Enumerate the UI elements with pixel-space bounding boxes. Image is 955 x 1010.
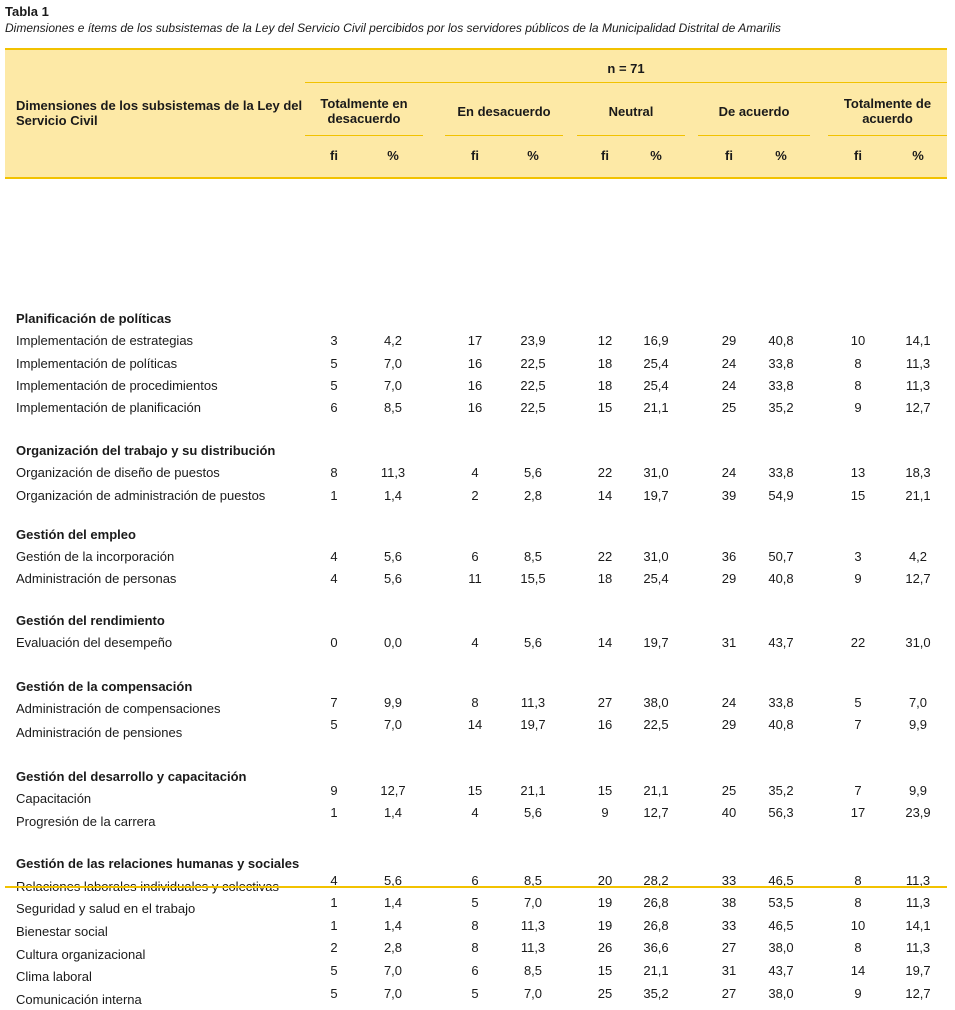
percent-cell: 36,6	[643, 940, 669, 955]
percent-cell: 53,5	[768, 895, 794, 910]
fi-cell: 6	[471, 873, 479, 888]
percent-cell: 12,7	[905, 986, 931, 1001]
percent-cell: 7,0	[383, 717, 403, 732]
percent-cell: 23,9	[905, 805, 931, 820]
percent-cell: 43,7	[768, 635, 794, 650]
percent-cell: 40,8	[768, 333, 794, 348]
fi-cell: 5	[471, 986, 479, 1001]
fi-cell: 29	[721, 333, 737, 348]
percent-cell: 22,5	[520, 356, 546, 371]
fi-cell: 18	[597, 571, 613, 586]
fi-cell: 36	[721, 549, 737, 564]
table-row	[5, 871, 947, 891]
fi-cell: 14	[597, 488, 613, 503]
item-label: Implementación de estrategias	[16, 333, 194, 348]
fi-cell: 2	[471, 488, 479, 503]
percent-cell: 12,7	[905, 400, 931, 415]
percent-cell: 21,1	[643, 783, 669, 798]
percent-cell: 33,8	[768, 695, 794, 710]
fi-cell: 11	[468, 571, 482, 586]
item-label: Implementación de procedimientos	[16, 378, 218, 393]
percent-cell: 11,3	[905, 895, 931, 910]
table-row	[5, 715, 947, 735]
percent-cell: 46,5	[768, 918, 794, 933]
fi-cell: 15	[850, 488, 866, 503]
fi-cell: 31	[721, 963, 737, 978]
fi-cell: 13	[850, 465, 866, 480]
fi-cell: 24	[721, 695, 737, 710]
percent-cell: 1,4	[383, 488, 403, 503]
item-label: Bienestar social	[16, 924, 108, 939]
percent-cell: 33,8	[768, 356, 794, 371]
item-label: Administración de personas	[16, 571, 177, 586]
fi-header: fi	[601, 148, 609, 163]
percent-cell: 11,3	[520, 918, 546, 933]
fi-cell: 25	[721, 400, 737, 415]
fi-cell: 6	[471, 549, 479, 564]
group-header-disagree: En desacuerdo	[457, 104, 551, 119]
fi-cell: 4	[471, 465, 479, 480]
group-underline	[698, 135, 810, 136]
percent-cell: 21,1	[643, 963, 669, 978]
table-row	[5, 938, 947, 958]
fi-cell: 10	[850, 333, 866, 348]
dimension-column-header: Dimensiones de los subsistemas de la Ley del Servicio Civil	[16, 98, 303, 128]
percent-cell: 35,2	[768, 400, 794, 415]
fi-cell: 6	[330, 400, 338, 415]
percent-cell: 7,0	[523, 986, 543, 1001]
fi-cell: 20	[597, 873, 613, 888]
item-label: Organización de administración de puestos	[16, 488, 266, 503]
item-label: Evaluación del desempeño	[16, 635, 173, 650]
percent-cell: 7,0	[383, 963, 403, 978]
fi-cell: 31	[721, 635, 737, 650]
table-row	[5, 961, 947, 981]
percent-cell: 1,4	[383, 918, 403, 933]
percent-cell: 14,1	[905, 918, 931, 933]
group-underline	[445, 135, 563, 136]
percent-cell: 19,7	[520, 717, 546, 732]
fi-cell: 4	[330, 549, 338, 564]
fi-header: fi	[725, 148, 733, 163]
table-bottom-rule	[5, 886, 947, 888]
fi-cell: 38	[721, 895, 737, 910]
fi-cell: 6	[471, 963, 479, 978]
fi-cell: 5	[330, 356, 338, 371]
fi-header: fi	[471, 148, 479, 163]
fi-cell: 8	[330, 465, 338, 480]
fi-cell: 24	[721, 378, 737, 393]
percent-cell: 21,1	[905, 488, 931, 503]
fi-cell: 1	[330, 805, 338, 820]
fi-cell: 16	[467, 356, 483, 371]
percent-cell: 2,8	[383, 940, 403, 955]
fi-cell: 15	[467, 783, 483, 798]
fi-cell: 2	[330, 940, 338, 955]
percent-cell: 56,3	[768, 805, 794, 820]
section-heading: Organización del trabajo y su distribución	[16, 443, 276, 458]
fi-cell: 29	[721, 717, 737, 732]
fi-cell: 33	[721, 918, 737, 933]
percent-cell: 22,5	[643, 717, 669, 732]
fi-cell: 3	[854, 549, 862, 564]
percent-cell: 4,2	[383, 333, 403, 348]
fi-cell: 10	[850, 918, 866, 933]
header-divider	[305, 82, 947, 83]
fi-cell: 27	[721, 986, 737, 1001]
fi-cell: 8	[854, 940, 862, 955]
section-heading-row	[5, 309, 947, 329]
fi-cell: 4	[330, 873, 338, 888]
fi-cell: 16	[597, 717, 613, 732]
percent-cell: 26,8	[643, 895, 669, 910]
fi-cell: 5	[330, 986, 338, 1001]
fi-cell: 19	[597, 918, 613, 933]
percent-cell: 31,0	[643, 549, 669, 564]
table-row	[5, 693, 947, 713]
section-heading: Gestión de la compensación	[16, 679, 193, 694]
percent-cell: 25,4	[643, 571, 669, 586]
table-title: Tabla 1	[5, 4, 49, 19]
sample-size-header: n = 71	[607, 61, 645, 76]
percent-cell: 15,5	[520, 571, 546, 586]
fi-cell: 14	[597, 635, 613, 650]
fi-cell: 22	[597, 465, 613, 480]
table-row	[5, 569, 947, 589]
percent-cell: 1,4	[383, 895, 403, 910]
percent-cell: 25,4	[643, 356, 669, 371]
fi-cell: 18	[597, 356, 613, 371]
percent-cell: 5,6	[523, 465, 543, 480]
table-row	[5, 893, 947, 913]
percent-cell: 23,9	[520, 333, 546, 348]
fi-cell: 9	[854, 571, 862, 586]
percent-cell: 0,0	[383, 635, 403, 650]
percent-cell: 7,0	[383, 356, 403, 371]
percent-cell: 4,2	[908, 549, 928, 564]
percent-cell: 26,8	[643, 918, 669, 933]
fi-cell: 25	[597, 986, 613, 1001]
percent-cell: 11,3	[905, 873, 931, 888]
data-table	[5, 48, 947, 1007]
fi-cell: 8	[471, 918, 479, 933]
fi-cell: 5	[330, 378, 338, 393]
fi-cell: 15	[597, 963, 613, 978]
table-header	[5, 48, 947, 179]
fi-cell: 7	[854, 717, 862, 732]
fi-cell: 25	[721, 783, 737, 798]
fi-header: fi	[854, 148, 862, 163]
item-label: Comunicación interna	[16, 992, 142, 1007]
section-heading: Gestión de las relaciones humanas y sociales	[16, 856, 300, 871]
section-heading: Gestión del empleo	[16, 527, 136, 542]
fi-header: fi	[330, 148, 338, 163]
fi-cell: 12	[597, 333, 613, 348]
fi-cell: 19	[597, 895, 613, 910]
item-label: Progresión de la carrera	[16, 814, 156, 829]
section-heading: Gestión del desarrollo y capacitación	[16, 769, 247, 784]
group-underline	[577, 135, 685, 136]
percent-cell: 2,8	[523, 488, 543, 503]
section-heading: Planificación de políticas	[16, 311, 172, 326]
percent-header: %	[387, 148, 399, 163]
percent-cell: 7,0	[383, 986, 403, 1001]
fi-cell: 27	[597, 695, 613, 710]
percent-cell: 50,7	[768, 549, 794, 564]
item-label: Gestión de la incorporación	[16, 549, 175, 564]
percent-cell: 7,0	[383, 378, 403, 393]
fi-cell: 9	[330, 783, 338, 798]
percent-cell: 54,9	[768, 488, 794, 503]
group-underline	[305, 135, 423, 136]
fi-cell: 4	[471, 635, 479, 650]
fi-cell: 18	[597, 378, 613, 393]
table-row	[5, 398, 947, 418]
percent-cell: 1,4	[383, 805, 403, 820]
percent-header: %	[775, 148, 787, 163]
fi-cell: 5	[330, 717, 338, 732]
percent-header: %	[650, 148, 662, 163]
table-subtitle: Dimensiones e ítems de los subsistemas de la Ley del Servicio Civil percibidos por los servidores públicos de la Municipalidad Distrital de Amarilis	[5, 21, 781, 35]
percent-cell: 21,1	[643, 400, 669, 415]
percent-cell: 9,9	[908, 783, 928, 798]
table-row	[5, 781, 947, 801]
table-row	[5, 354, 947, 374]
percent-cell: 28,2	[643, 873, 669, 888]
percent-cell: 31,0	[643, 465, 669, 480]
percent-cell: 35,2	[643, 986, 669, 1001]
percent-cell: 7,0	[523, 895, 543, 910]
percent-cell: 19,7	[905, 963, 931, 978]
fi-cell: 0	[330, 635, 338, 650]
percent-cell: 5,6	[383, 571, 403, 586]
percent-cell: 11,3	[520, 940, 546, 955]
table-row	[5, 633, 947, 653]
percent-cell: 5,6	[523, 805, 543, 820]
percent-cell: 12,7	[380, 783, 406, 798]
item-label: Clima laboral	[16, 969, 92, 984]
fi-cell: 29	[721, 571, 737, 586]
item-label: Administración de pensiones	[16, 725, 183, 740]
fi-cell: 16	[467, 400, 483, 415]
percent-cell: 9,9	[908, 717, 928, 732]
table-row	[5, 916, 947, 936]
percent-cell: 12,7	[643, 805, 669, 820]
percent-cell: 9,9	[383, 695, 403, 710]
table-row	[5, 547, 947, 567]
fi-cell: 26	[597, 940, 613, 955]
fi-cell: 24	[721, 465, 737, 480]
percent-cell: 38,0	[768, 940, 794, 955]
group-underline	[828, 135, 947, 136]
percent-cell: 22,5	[520, 400, 546, 415]
group-header-totally-agree: Totalmente de acuerdo	[843, 96, 932, 126]
group-header-totally-disagree: Totalmente en desacuerdo	[320, 96, 408, 126]
fi-cell: 14	[467, 717, 483, 732]
fi-cell: 4	[471, 805, 479, 820]
item-label: Implementación de políticas	[16, 356, 178, 371]
fi-cell: 7	[330, 695, 338, 710]
section-heading: Gestión del rendimiento	[16, 613, 165, 628]
fi-cell: 39	[721, 488, 737, 503]
percent-cell: 40,8	[768, 571, 794, 586]
percent-cell: 5,6	[523, 635, 543, 650]
fi-cell: 9	[854, 400, 862, 415]
percent-cell: 5,6	[383, 549, 403, 564]
percent-cell: 38,0	[768, 986, 794, 1001]
percent-header: %	[527, 148, 539, 163]
percent-cell: 14,1	[905, 333, 931, 348]
percent-cell: 5,6	[383, 873, 403, 888]
group-header-neutral: Neutral	[608, 104, 654, 119]
percent-cell: 21,1	[520, 783, 546, 798]
percent-cell: 11,3	[380, 465, 406, 480]
fi-cell: 1	[330, 918, 338, 933]
section-heading-row	[5, 441, 947, 461]
fi-cell: 1	[330, 895, 338, 910]
fi-cell: 27	[721, 940, 737, 955]
percent-cell: 19,7	[643, 488, 669, 503]
percent-cell: 8,5	[523, 549, 543, 564]
table-row	[5, 376, 947, 396]
percent-cell: 11,3	[905, 356, 931, 371]
percent-cell: 8,5	[383, 400, 403, 415]
percent-cell: 35,2	[768, 783, 794, 798]
percent-cell: 12,7	[905, 571, 931, 586]
fi-cell: 5	[854, 695, 862, 710]
group-header-agree: De acuerdo	[718, 104, 790, 119]
fi-cell: 16	[467, 378, 483, 393]
fi-cell: 33	[721, 873, 737, 888]
item-label: Relaciones laborales individuales y colectivas	[16, 879, 280, 894]
item-label: Implementación de planificación	[16, 400, 201, 415]
fi-cell: 4	[330, 571, 338, 586]
percent-cell: 18,3	[905, 465, 931, 480]
fi-cell: 9	[601, 805, 609, 820]
fi-cell: 7	[854, 783, 862, 798]
percent-cell: 8,5	[523, 963, 543, 978]
fi-cell: 14	[850, 963, 866, 978]
fi-cell: 8	[854, 895, 862, 910]
fi-cell: 40	[721, 805, 737, 820]
table-row	[5, 984, 947, 1004]
fi-cell: 24	[721, 356, 737, 371]
fi-cell: 8	[471, 940, 479, 955]
section-heading-row	[5, 611, 947, 631]
percent-cell: 22,5	[520, 378, 546, 393]
percent-cell: 7,0	[908, 695, 928, 710]
fi-cell: 15	[597, 783, 613, 798]
percent-cell: 33,8	[768, 465, 794, 480]
item-label: Organización de diseño de puestos	[16, 465, 220, 480]
section-heading-row	[5, 525, 947, 545]
fi-cell: 15	[597, 400, 613, 415]
percent-cell: 43,7	[768, 963, 794, 978]
fi-cell: 3	[330, 333, 338, 348]
percent-cell: 8,5	[523, 873, 543, 888]
percent-cell: 16,9	[643, 333, 669, 348]
percent-cell: 31,0	[905, 635, 931, 650]
table-row	[5, 331, 947, 351]
item-label: Capacitación	[16, 791, 92, 806]
fi-cell: 5	[471, 895, 479, 910]
fi-cell: 8	[471, 695, 479, 710]
item-label: Administración de compensaciones	[16, 701, 221, 716]
fi-cell: 22	[850, 635, 866, 650]
fi-cell: 5	[330, 963, 338, 978]
fi-cell: 8	[854, 356, 862, 371]
fi-cell: 8	[854, 378, 862, 393]
table-row	[5, 486, 947, 506]
percent-cell: 40,8	[768, 717, 794, 732]
fi-cell: 17	[850, 805, 866, 820]
percent-cell: 33,8	[768, 378, 794, 393]
table-row	[5, 803, 947, 823]
percent-cell: 46,5	[768, 873, 794, 888]
fi-cell: 17	[467, 333, 483, 348]
item-label: Cultura organizacional	[16, 947, 146, 962]
percent-cell: 11,3	[905, 378, 931, 393]
item-label: Seguridad y salud en el trabajo	[16, 901, 196, 916]
percent-header: %	[912, 148, 924, 163]
percent-cell: 19,7	[643, 635, 669, 650]
table-row	[5, 463, 947, 483]
percent-cell: 38,0	[643, 695, 669, 710]
percent-cell: 25,4	[643, 378, 669, 393]
percent-cell: 11,3	[905, 940, 931, 955]
fi-cell: 22	[597, 549, 613, 564]
fi-cell: 9	[854, 986, 862, 1001]
percent-cell: 11,3	[520, 695, 546, 710]
fi-cell: 8	[854, 873, 862, 888]
fi-cell: 1	[330, 488, 338, 503]
